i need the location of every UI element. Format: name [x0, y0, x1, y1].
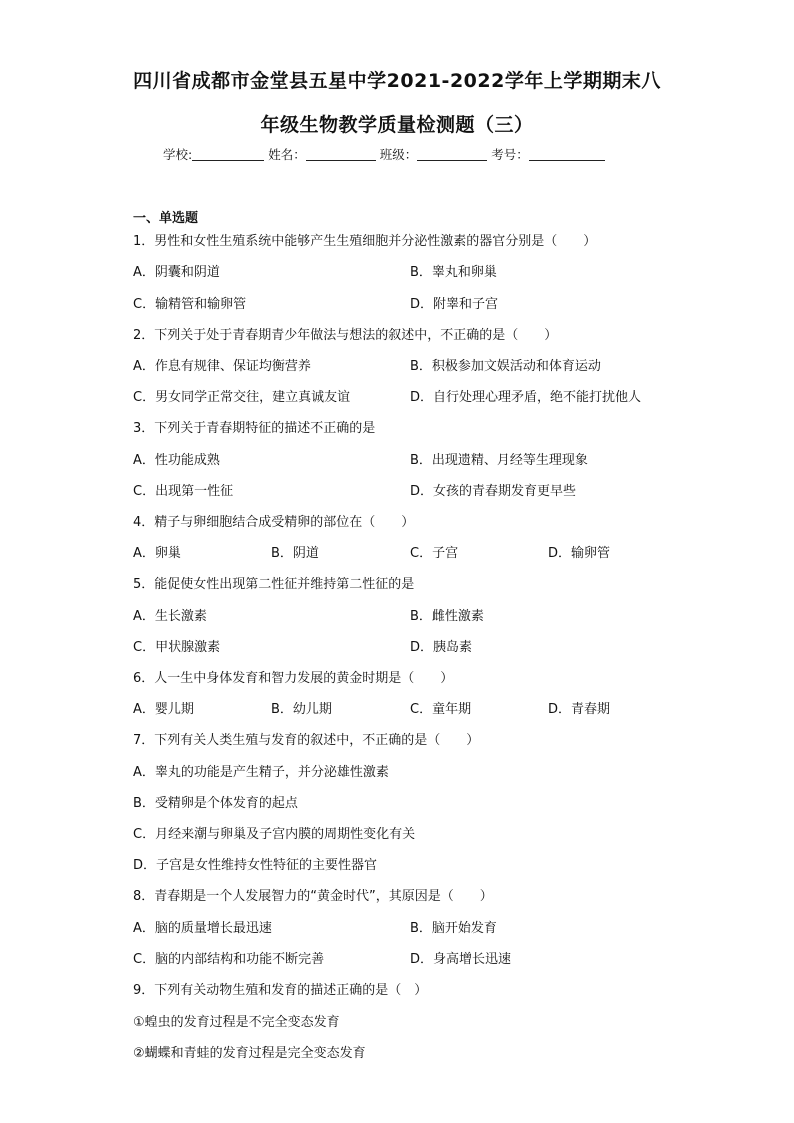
- question-stem: 3．下列关于青春期特征的描述不正确的是: [133, 421, 376, 436]
- option-c: C．月经来潮与卵巢及子宫内膜的周期性变化有关: [133, 827, 416, 842]
- question-stem: 1．男性和女性生殖系统中能够产生生殖细胞并分泌性激素的器官分别是（ ）: [133, 234, 597, 249]
- question-stem: 2．下列关于处于青春期青少年做法与想法的叙述中，不正确的是（ ）: [133, 328, 558, 343]
- option-d: D．输卵管: [548, 546, 611, 561]
- question-stem: 5．能促使女性出现第二性征并维持第二性征的是: [133, 577, 415, 592]
- class-blank: [417, 148, 487, 161]
- option-c: C．脑的内部结构和功能不断完善: [133, 952, 325, 967]
- question-stem: 8．青春期是一个人发展智力的“黄金时代”，其原因是（ ）: [133, 889, 493, 904]
- exam-no-blank: [529, 148, 605, 161]
- option-b: B．阴道: [271, 546, 319, 561]
- exam-title-line2: 年级生物教学质量检测题（三）: [260, 114, 534, 136]
- option-b: B．脑开始发育: [410, 921, 497, 936]
- student-info-row: [163, 145, 609, 163]
- question-stem: 7．下列有关人类生殖与发育的叙述中，不正确的是（ ）: [133, 733, 480, 748]
- option-c: C．甲状腺激素: [133, 640, 221, 655]
- statement-1: ①蝗虫的发育过程是不完全变态发育: [133, 1015, 340, 1030]
- school-blank: [192, 148, 264, 161]
- option-d: D．自行处理心理矛盾，绝不能打扰他人: [410, 390, 642, 405]
- option-c: C．童年期: [410, 702, 472, 717]
- option-a: A．阴囊和阴道: [133, 265, 220, 280]
- option-c: C．男女同学正常交往，建立真诚友谊: [133, 390, 351, 405]
- option-b: B．受精卵是个体发育的起点: [133, 796, 298, 811]
- option-a: A．脑的质量增长最迅速: [133, 921, 272, 936]
- option-d: D．附睾和子宫: [410, 297, 499, 312]
- exam-title-line1: 四川省成都市金堂县五星中学2021-2022学年上学期期末八: [133, 70, 661, 92]
- option-a: A．生长激素: [133, 609, 207, 624]
- option-d: D．胰岛素: [410, 640, 473, 655]
- option-d: D．子宫是女性维持女性特征的主要性器官: [133, 858, 378, 873]
- option-b: B．出现遗精、月经等生理现象: [410, 453, 588, 468]
- question-stem: 6．人一生中身体发育和智力发展的黄金时期是（ ）: [133, 671, 454, 686]
- option-b: B．幼儿期: [271, 702, 332, 717]
- option-d: D．青春期: [548, 702, 611, 717]
- exam-no-label: 考号：: [491, 147, 529, 162]
- section-title: 一、单选题: [133, 211, 199, 226]
- option-a: A．卵巢: [133, 546, 181, 561]
- option-c: C．出现第一性征: [133, 484, 234, 499]
- option-a: A．婴儿期: [133, 702, 194, 717]
- option-a: A．睾丸的功能是产生精子，并分泌雄性激素: [133, 765, 389, 780]
- statement-2: ②蝴蝶和青蛙的发育过程是完全变态发育: [133, 1046, 366, 1061]
- option-c: C．子宫: [410, 546, 459, 561]
- option-a: A．作息有规律、保证均衡营养: [133, 359, 311, 374]
- question-stem: 9．下列有关动物生殖和发育的描述正确的是（ ）: [133, 983, 428, 998]
- question-stem: 4．精子与卵细胞结合成受精卵的部位在（ ）: [133, 515, 415, 530]
- option-c: C．输精管和输卵管: [133, 297, 247, 312]
- name-blank: [306, 148, 376, 161]
- option-d: D．身高增长迅速: [410, 952, 512, 967]
- school-label: 学校:: [163, 147, 193, 162]
- option-d: D．女孩的青春期发育更早些: [410, 484, 577, 499]
- name-label: 姓名：: [268, 147, 306, 162]
- class-label: 班级：: [379, 147, 418, 162]
- option-b: B．雌性激素: [410, 609, 484, 624]
- option-b: B．积极参加文娱活动和体育运动: [410, 359, 601, 374]
- option-a: A．性功能成熟: [133, 453, 220, 468]
- option-b: B．睾丸和卵巢: [410, 265, 497, 280]
